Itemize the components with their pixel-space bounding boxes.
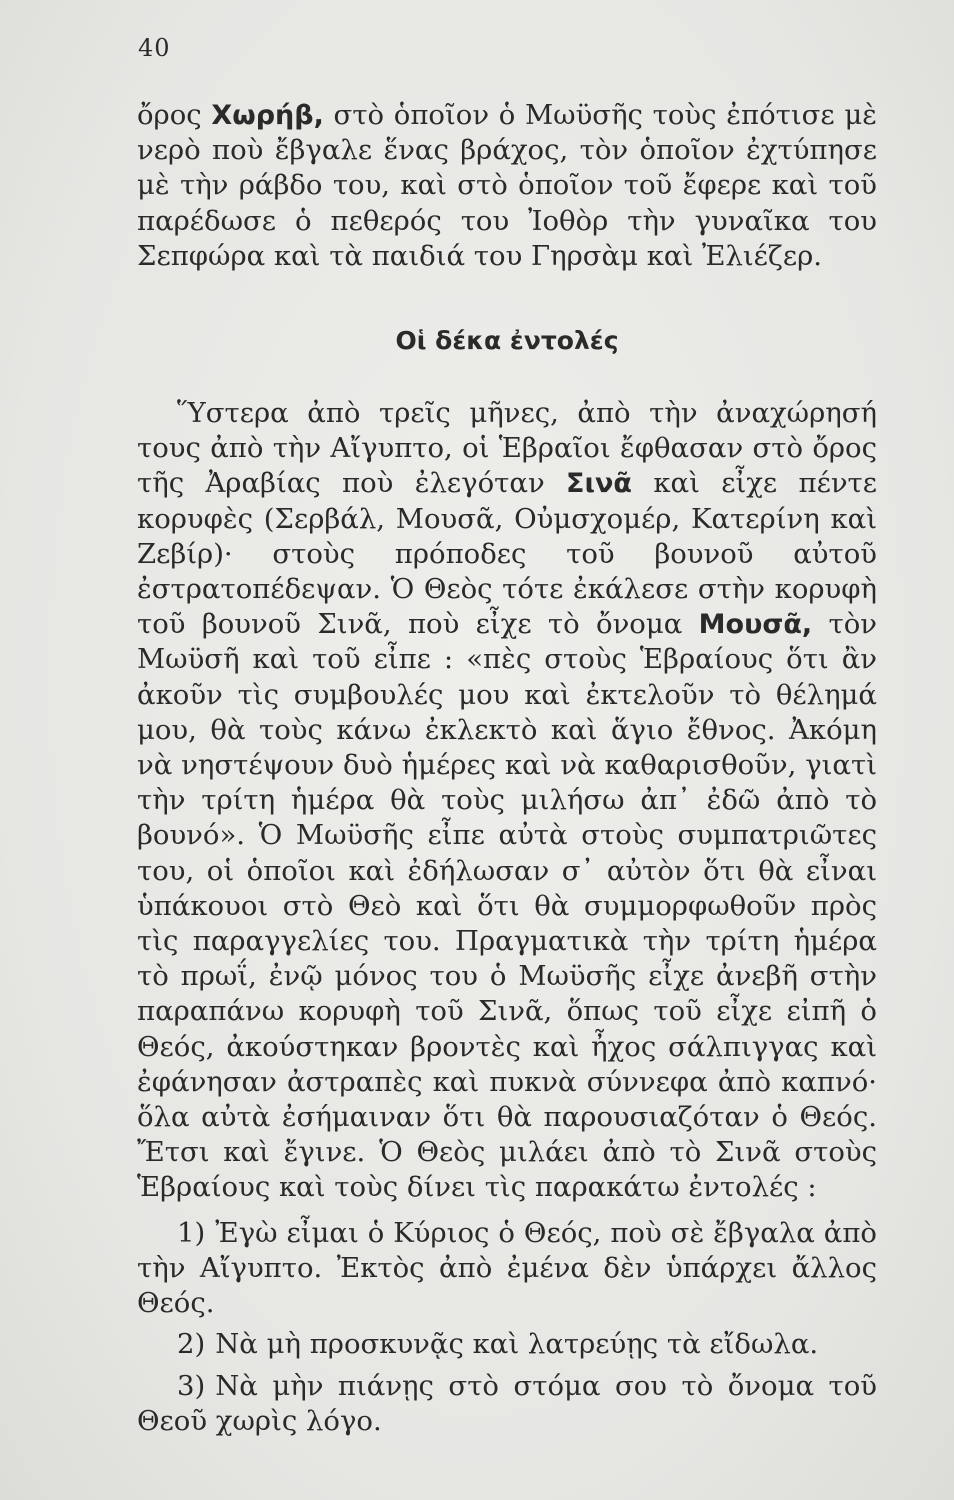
commandment-2: [137, 1327, 877, 1362]
main-bold-sina: Σινᾶ: [566, 468, 632, 500]
section-heading: Οἱ δέκα ἐντολές: [395, 326, 619, 356]
commandment-text: Ἐγὼ εἶμαι ὁ Κύριος ὁ Θεός, ποὺ σὲ ἔβγαλα ἀπὸ τὴν Αἴγυπτο. Ἐκτὸς ἀπὸ ἐμένα δὲν ὑπάρχει ἄλλος Θεός.: [137, 1216, 877, 1320]
commandment-number: 2): [177, 1328, 206, 1361]
commandment-text: Νὰ μὴ προσκυνᾷς καὶ λατρεύῃς τὰ εἴδωλα.: [215, 1328, 819, 1361]
main-text-part2: καὶ εἶχε πέντε κορυφὲς (Σερβάλ, Μουσᾶ, Οὐμσχομέρ, Κατερίνη καὶ Ζεβίρ)· στοὺς πρόποδες τοῦ βουνοῦ αὐτοῦ ἐστρατοπέδεψαν. Ὁ Θεὸς τότε ἐκάλεσε στὴν κορυφὴ τοῦ βουνοῦ Σινᾶ, ποὺ εἶχε τὸ ὄνομα: [137, 467, 877, 641]
commandment-number: 3): [177, 1369, 206, 1402]
commandment-number: 1): [177, 1216, 206, 1249]
commandment-3: [137, 1369, 877, 1439]
main-text-part3: τὸν Μωϋσῆ καὶ τοῦ εἶπε : «πὲς στοὺς Ἑβραίους ὅτι ἂν ἀκοῦν τὶς συμβουλές μου καὶ ἐκτελοῦν τὸ θέλημά μου, θὰ τοὺς κάνω ἐκλεκτὸ καὶ ἅγιο ἔθνος. Ἀκόμη νὰ νηστέψουν δυὸ ἡμέρες καὶ νὰ καθαρισθοῦν, γιατὶ τὴν τρίτη ἡμέρα θὰ τοὺς μιλήσω ἀπ᾽ ἐδῶ ἀπὸ τὸ βουνό». Ὁ Μωϋσῆς εἶπε αὐτὰ στοὺς συμπατριῶτες του, οἱ ὁποῖοι καὶ ἐδήλωσαν σ᾽ αὐτὸν ὅτι θὰ εἶναι ὑπάκουοι στὸ Θεὸ καὶ ὅτι θὰ συμμορφωθοῦν πρὸς τὶς παραγγελίες του. Πραγματικὰ τὴν τρίτη ἡμέρα τὸ πρωΐ, ἐνῷ μόνος του ὁ Μωϋσῆς εἶχε ἀνεβῆ στὴν παραπάνω κορυφὴ τοῦ Σινᾶ, ὅπως τοῦ εἶχε εἰπῆ ὁ Θεός, ἀκούστηκαν βροντὲς καὶ ἦχος σάλπιγγας καὶ ἐφάνησαν ἀστραπὲς καὶ πυκνὰ σύννεφα ἀπὸ καπνό· ὅλα αὐτὰ ἐσήμαιναν ὅτι θὰ παρουσιαζόταν ὁ Θεός. Ἔτσι καὶ ἔγινε. Ὁ Θεὸς μιλάει ἀπὸ τὸ Σινᾶ στοὺς Ἑβραίους καὶ τοὺς δίνει τὶς παρακάτω ἐντολές :: [137, 608, 878, 1204]
text-body: [137, 98, 877, 1439]
commandment-1: [137, 1216, 877, 1322]
intro-text-before: ὄρος: [137, 99, 202, 131]
commandment-text: Νὰ μὴν πιάνῃς στὸ στόμα σου τὸ ὄνομα τοῦ Θεοῦ χωρὶς λόγο.: [137, 1369, 877, 1437]
main-text-part1: Ὕστερα ἀπὸ τρεῖς μῆνες, ἀπὸ τὴν ἀναχώρησή τους ἀπὸ τὴν Αἴγυπτο, οἱ Ἑβραῖοι ἔφθασαν στὸ ὄρος τῆς Ἀραβίας ποὺ ἐλεγόταν: [137, 397, 877, 500]
page-number: 40: [138, 34, 171, 62]
intro-bold-place: Χωρήβ,: [211, 100, 324, 131]
main-bold-mousa: Μουσᾶ,: [698, 609, 813, 641]
intro-text-after: στὸ ὁποῖον ὁ Μωϋσῆς τοὺς ἐπότισε μὲ νερὸ ποὺ ἔβγαλε ἕνας βράχος, τὸν ὁποῖον ἐχτύπησε μὲ τὴν ράβδο του, καὶ στὸ ὁποῖον τοῦ ἔφερε καὶ τοῦ παρέδωσε ὁ πεθερός του Ἰοθὸρ τὴν γυναῖκα του Σεπφώρα καὶ τὰ παιδιά του Γηρσὰμ καὶ Ἐλιέζερ.: [137, 99, 877, 272]
intro-paragraph: [137, 98, 877, 274]
main-paragraph: [137, 396, 877, 1206]
